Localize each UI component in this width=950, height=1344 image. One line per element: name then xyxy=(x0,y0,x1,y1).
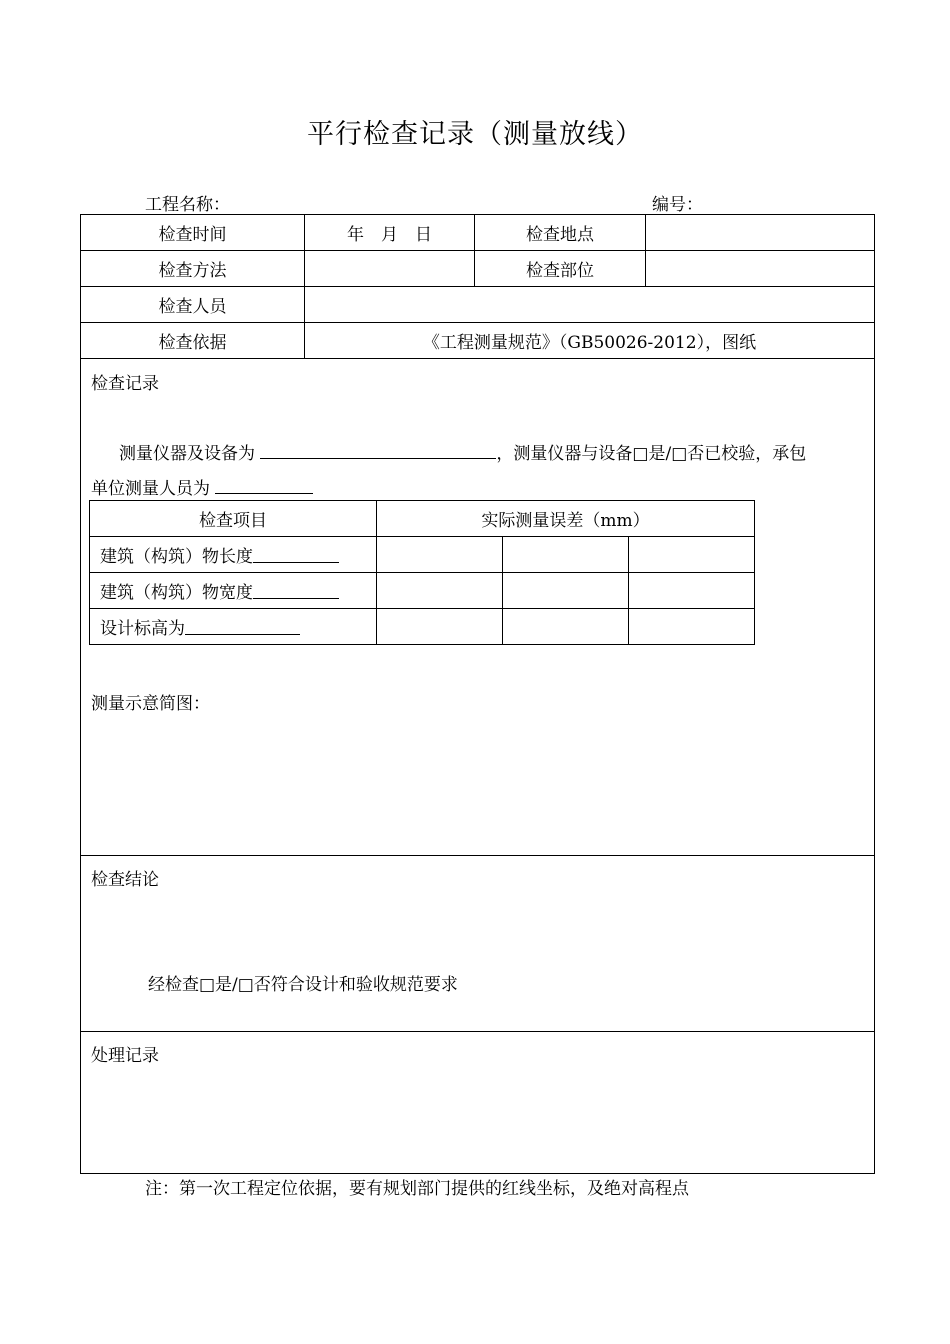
equipment-line xyxy=(119,439,806,464)
table-column-divider xyxy=(628,537,629,644)
equipment-suffix: ，测量仪器与设备□是/□否已校验，承包 xyxy=(496,444,807,464)
project-name-label: 工程名称： xyxy=(145,195,230,215)
sketch-label: 测量示意简图： xyxy=(91,694,210,714)
elevation-item xyxy=(100,609,300,644)
elevation-blank[interactable] xyxy=(185,618,300,635)
header-check-item: 检查项目 xyxy=(199,511,267,531)
length-label: 建筑（构筑）物长度 xyxy=(100,547,253,567)
conclusion-label: 检查结论 xyxy=(91,870,159,890)
surveyor-blank[interactable] xyxy=(215,477,313,494)
record-label: 检查记录 xyxy=(91,374,159,394)
check-time-label: 检查时间 xyxy=(158,225,227,245)
elevation-label: 设计标高为 xyxy=(100,619,185,639)
conclusion-text: 经检查□是/□否符合设计和验收规范要求 xyxy=(148,975,458,995)
check-location-label: 检查地点 xyxy=(526,225,594,245)
footnote: 注：第一次工程定位依据，要有规划部门提供的红线坐标，及绝对高程点 xyxy=(145,1179,689,1199)
handling-label: 处理记录 xyxy=(91,1046,159,1066)
length-item xyxy=(100,537,339,572)
row-divider xyxy=(81,1031,874,1032)
width-item xyxy=(100,573,339,608)
check-date-field[interactable]: 年 月 日 xyxy=(347,225,432,245)
check-method-field[interactable] xyxy=(305,251,474,286)
equipment-prefix: 测量仪器及设备为 xyxy=(119,444,255,464)
table-column-divider xyxy=(502,537,503,644)
page-title: 平行检查记录（测量放线） xyxy=(307,119,643,150)
basis-label: 检查依据 xyxy=(158,333,227,353)
inspector-label: 检查人员 xyxy=(158,297,227,317)
header-measure-error: 实际测量误差（mm） xyxy=(481,511,650,531)
row-divider xyxy=(81,855,874,856)
check-method-label: 检查方法 xyxy=(158,261,227,281)
length-blank[interactable] xyxy=(253,546,339,563)
width-blank[interactable] xyxy=(253,582,339,599)
surveyor-line xyxy=(91,474,313,499)
check-location-field[interactable] xyxy=(646,215,874,250)
inspector-field[interactable] xyxy=(305,287,874,322)
check-part-label: 检查部位 xyxy=(526,261,594,281)
width-label: 建筑（构筑）物宽度 xyxy=(100,583,253,603)
equipment-blank[interactable] xyxy=(260,442,496,459)
row-divider xyxy=(81,358,874,359)
check-part-field[interactable] xyxy=(646,251,874,286)
inspection-form xyxy=(80,214,875,1174)
basis-value: 《工程测量规范》（GB50026-2012），图纸 xyxy=(422,333,757,353)
surveyor-prefix: 单位测量人员为 xyxy=(91,479,210,499)
measurement-table xyxy=(89,500,755,645)
record-number-label: 编号： xyxy=(652,195,703,215)
